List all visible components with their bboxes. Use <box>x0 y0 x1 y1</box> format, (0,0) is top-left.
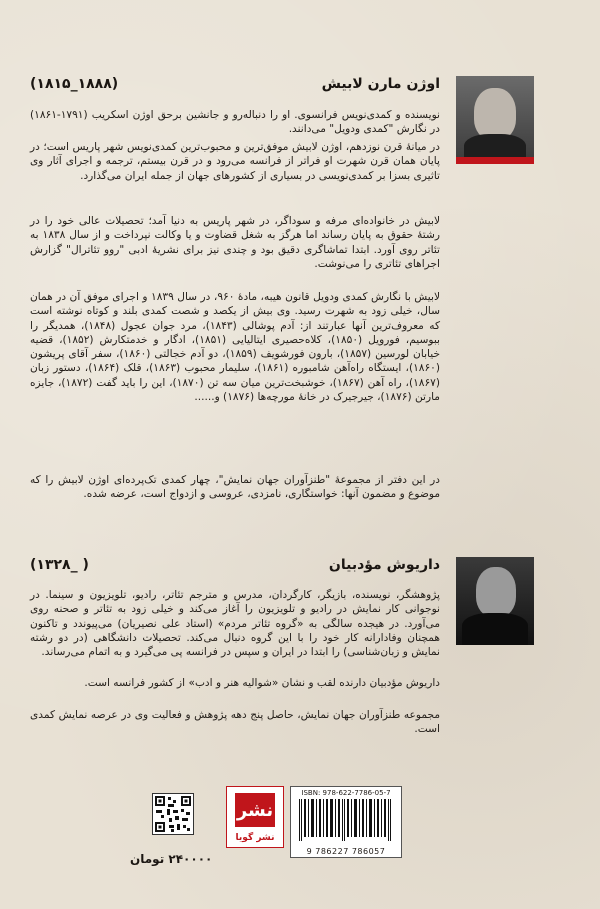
author1-dates: (۱۸۱۵_۱۸۸۸) <box>30 76 119 92</box>
barcode-digits: 9 786227 786057 <box>306 847 386 856</box>
isbn-barcode <box>290 786 402 858</box>
isbn-text: ISBN: 978-622-7786-05-7 <box>301 789 391 797</box>
author2-dates: (۱۳۲۸_ ) <box>30 557 89 573</box>
author1-paragraph: لابیش در خانواده‌ای مرفه و سوداگر، در شهر پاریس به دنیا آمد؛ تحصیلات عالی خود را در رشتهٔ حقوق به پایان رساند اما هرگز به شغل قضاوت و یا وکالت نپرداخت و از سال ۱۸۳۸ به تئاتر روی آورد. ابتدا تماشاگری دقیق بود و چندی نیز برای نشریهٔ ادبی "روو تئاترال" گزارش اجراهای تئاتری را می‌نوشت. <box>30 215 440 270</box>
publisher-name: نشر گویا <box>235 833 275 843</box>
author1-photo <box>456 76 534 164</box>
price-label: ۲۴۰۰۰۰ تومان <box>130 852 213 866</box>
author1-photo-redbar <box>456 157 534 164</box>
author2-paragraph: مجموعه طنزآوران جهان نمایش، حاصل پنج دهه پژوهش و فعالیت وی در عرصه نمایش کمدی است. <box>30 709 440 736</box>
author2-name: داریوش مؤدبیان <box>328 557 440 573</box>
barcode-bars <box>299 799 393 841</box>
author1-paragraph: در میانهٔ قرن نوزدهم، اوژن لابیش موفق‌ترین و محبوب‌ترین کمدی‌نویس شهر پاریس است؛ در پایان همان قرن شهرت او فراتر از فرانسه می‌رود و در قرن بیستم، ترجمه و اجرای آثار وی تاثیری بسزا بر کمدی‌نویسی در بسیاری از کشورهای جهان از جمله ایران می‌گذارد. <box>30 141 440 182</box>
author1-paragraph: لابیش با نگارش کمدی ودویل قانون هیبه، مادهٔ ۹۶۰، در سال ۱۸۳۹ و اجرای موفق آن در همان سال، خیلی زود به شهرت رسید. وی بیش از یکصد و شصت کمدی بلند و کوتاه نوشته است که معروف‌ترین آنها عبارتند از: آدم پوشالی (۱۸۴۳)، مرد جوان عجول (۱۸۴۸)، همدیگر را ببوسیم، فورویل (۱۸۵۰)، کلاه‌حصیری ایتالیایی (۱۸۵۱)، ادگار و خدمتکارش (۱۸۵۲)، قضیه خیابان لورسین (۱۸۵۷)، بارون فورشویف (۱۸۵۹)، دو آدم خجالتی (۱۸۶۰)، سفر آقای پریشون (۱۸۶۰)، ایستگاه راه‌آهن شامبوره (۱۸۶۱)، سلیمار محبوب (۱۸۶۳)، قلک (۱۸۶۴)، دستور زبان (۱۸۶۷)، راه آهن (۱۸۶۷)، خوشبخت‌ترین میان سه تن (۱۸۷۰)، این را باید گفت (۱۸۷۲)، جایزه مارتن (۱۸۷۶)، جیرجیرک در خانهٔ مورچه‌ها (۱۸۷۶) و...... <box>30 291 441 404</box>
author2-paragraph: پژوهشگر، نویسنده، بازیگر، کارگردان، مدرس و مترجم تئاتر، رادیو، تلویزیون و سینما. در نوجوانی کار نمایش در رادیو و تلویزیون را آغاز می‌کند و خیلی زود به تئاتر و صحنه روی می‌آورد. در هیجده سالگی به «گروه تئاتر مردم» (استاد علی نصیریان) می‌پیوندد و تاکنون همچنان وفادارانه کار خود را با این گروه دنبال می‌کند. تحصیلات دانشگاهی (در دو رشته نمایش و زبان‌شناسی) را ابتدا در ایران و سپس در فرانسه پی می‌گیرد و به اتمام می‌رساند. <box>30 589 440 659</box>
author1-paragraph: در این دفتر از مجموعهٔ "طنزآوران جهان نمایش"، چهار کمدی تک‌پرده‌ای اوژن لابیش را که موضوع و مضمون آنها: خواستگاری، نامزدی، عروسی و ازدواج است، عرضه شده. <box>30 474 440 501</box>
publisher-logo <box>226 786 284 848</box>
author1-paragraph: نویسنده و کمدی‌نویس فرانسوی. او را دنباله‌رو و جانشین برحق اوژن اسکریب (۱۷۹۱-۱۸۶۱) در نگارش "کمدی ودویل" می‌دانند. <box>30 109 440 136</box>
author1-name: اوژن مارن لابیش <box>321 76 440 92</box>
publisher-mark: نشر <box>235 793 275 827</box>
qr-code-icon <box>152 793 194 835</box>
author2-paragraph: داریوش مؤدبیان دارنده لقب و نشان «شوالیه هنر و ادب» از کشور فرانسه است. <box>84 677 440 689</box>
author1-heading <box>30 76 440 96</box>
author2-photo <box>456 557 534 645</box>
author2-heading <box>30 557 440 577</box>
